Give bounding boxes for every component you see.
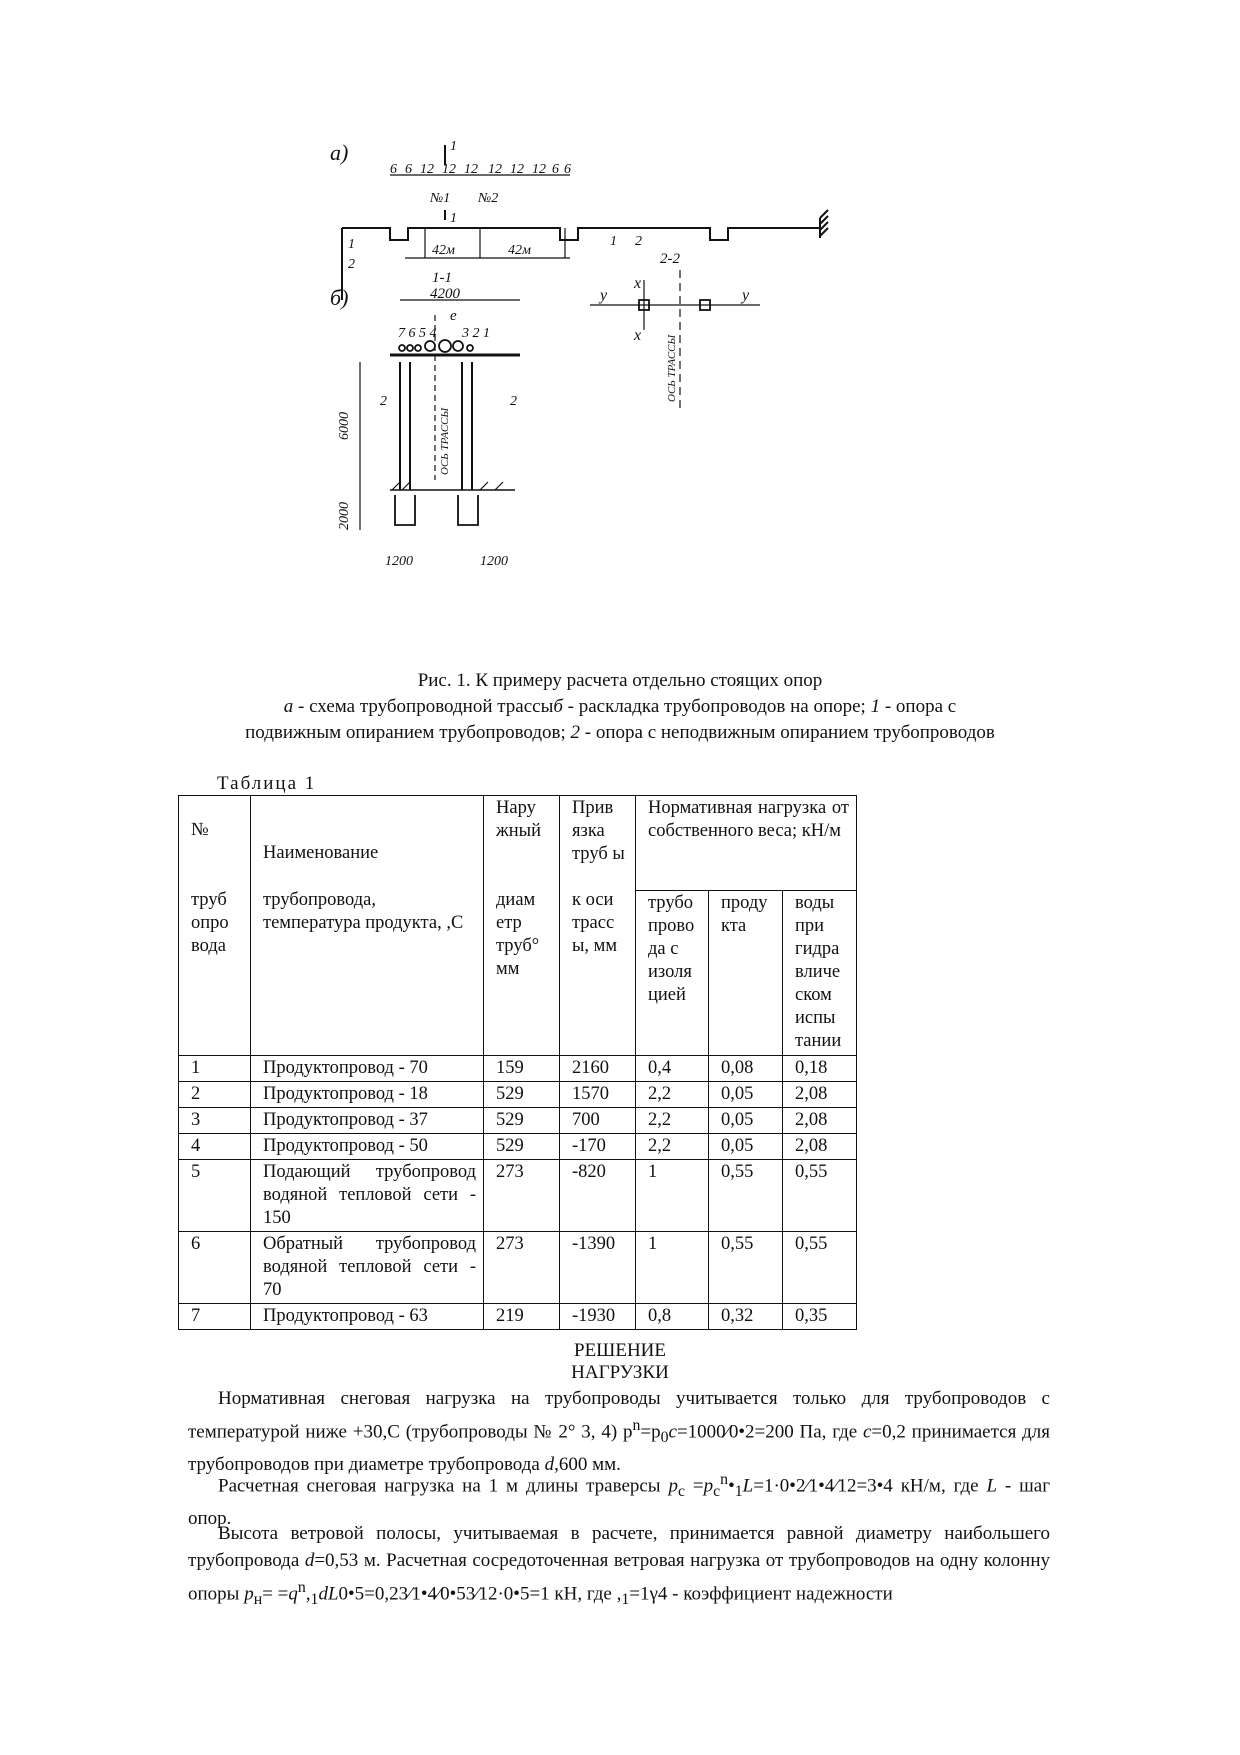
figure-caption-title: Рис. 1. К примеру расчета отдельно стоящих опор	[417, 670, 823, 691]
section-2-2-title: 2-2	[660, 251, 680, 267]
y-axis-left: y	[600, 287, 608, 304]
section-arrow-right: 2	[510, 394, 517, 409]
dim-label: 12	[488, 162, 502, 177]
cell-number: 3	[179, 1108, 251, 1134]
table-row	[179, 1304, 857, 1330]
cell-number: 4	[179, 1134, 251, 1160]
eccentricity-label: e	[450, 308, 457, 324]
cell-product-load: 0,32	[709, 1304, 783, 1330]
cell-product-load: 0,55	[709, 1160, 783, 1232]
cell-number: 1	[179, 1056, 251, 1082]
figure-caption-line2: а - схема трубопроводной трассыб - раскладка трубопроводов на опоре; 1 - опора с	[283, 696, 957, 717]
header-number: № труб опро вода	[179, 796, 251, 1056]
cell-water-load: 0,55	[783, 1232, 857, 1304]
dim-label: 6	[564, 162, 571, 177]
callout-2-label-right: 2	[635, 234, 642, 249]
table-title: Таблица 1	[217, 773, 317, 794]
cell-pipe-load: 1	[636, 1160, 709, 1232]
figure-drawing	[330, 140, 950, 640]
cell-diameter: 529	[484, 1082, 560, 1108]
panel-a-label: а)	[330, 140, 349, 165]
section-mark-top: 1	[450, 140, 457, 154]
table-row	[179, 1160, 857, 1232]
section-1-1-title: 1-1	[432, 270, 452, 286]
cell-water-load: 0,55	[783, 1160, 857, 1232]
cell-pipe-load: 2,2	[636, 1134, 709, 1160]
depth-dim-label: 2000	[337, 502, 352, 530]
cell-diameter: 219	[484, 1304, 560, 1330]
cell-offset: 700	[560, 1108, 636, 1134]
header-name: Наименование трубопровода, температура продукта, ,С	[251, 796, 484, 1056]
cell-water-load: 2,08	[783, 1108, 857, 1134]
width-dim-label: 4200	[430, 286, 460, 302]
cell-water-load: 2,08	[783, 1134, 857, 1160]
header-pipe-load: трубо прово да с изоля цией	[636, 891, 709, 1056]
route-axis-label: ОСЬ ТРАССЫ	[439, 407, 451, 475]
span-1-label: 42м	[432, 243, 455, 258]
cell-name: Продуктопровод - 70	[251, 1056, 484, 1082]
cell-diameter: 273	[484, 1232, 560, 1304]
table-row	[179, 1232, 857, 1304]
cell-product-load: 0,08	[709, 1056, 783, 1082]
header-load-group: Нормативная нагрузка от собственного веса; кН/м	[636, 796, 857, 891]
cell-water-load: 0,35	[783, 1304, 857, 1330]
cell-offset: -170	[560, 1134, 636, 1160]
paragraph-snow-load: Нормативная снеговая нагрузка на трубопроводы учитывается только для трубопроводов с температурой ниже +30,С (трубопроводы № 2° 3, 4) $p^n=p_0c=1000⁄0•2=200$ Па, где c=0,2 принимается для трубопроводов при диаметре трубопровода d,600 мм.	[188, 1388, 1050, 1476]
cell-pipe-load: 2,2	[636, 1108, 709, 1134]
section-mark-bottom: 1	[450, 211, 457, 226]
cell-name: Подающий трубопровод водяной тепловой сети - 150	[251, 1160, 484, 1232]
cell-product-load: 0,05	[709, 1108, 783, 1134]
cell-water-load: 0,18	[783, 1056, 857, 1082]
header-water-load: воды при гидра вличе ском испы тании	[783, 891, 857, 1056]
cell-pipe-load: 1	[636, 1232, 709, 1304]
dim-label: 6	[552, 162, 559, 177]
span-2-label: 42м	[508, 243, 531, 258]
foot-dim-1: 1200	[385, 554, 413, 569]
support-2-label: №2	[478, 191, 499, 206]
cell-offset: -1930	[560, 1304, 636, 1330]
cell-product-load: 0,55	[709, 1232, 783, 1304]
x-axis-top: x	[634, 275, 642, 292]
callout-1-label-right: 1	[610, 234, 617, 249]
table-row	[179, 1134, 857, 1160]
cell-water-load: 2,08	[783, 1082, 857, 1108]
cell-name: Продуктопровод - 37	[251, 1108, 484, 1134]
cell-name: Обратный трубопровод водяной тепловой сети - 70	[251, 1232, 484, 1304]
cell-name: Продуктопровод - 63	[251, 1304, 484, 1330]
dim-label: 6	[390, 162, 397, 177]
dim-label: 12	[532, 162, 546, 177]
cell-name: Продуктопровод - 18	[251, 1082, 484, 1108]
fixed-end-hatch	[820, 210, 828, 238]
cell-diameter: 529	[484, 1108, 560, 1134]
header-diameter: Нару жный диам етр труб° мм	[484, 796, 560, 1056]
cell-offset: -820	[560, 1160, 636, 1232]
cell-number: 2	[179, 1082, 251, 1108]
cell-diameter: 273	[484, 1160, 560, 1232]
cell-diameter: 529	[484, 1134, 560, 1160]
height-dim-label: 6000	[337, 412, 352, 440]
table-header-row	[179, 796, 857, 891]
table-row	[179, 1082, 857, 1108]
cell-product-load: 0,05	[709, 1134, 783, 1160]
paragraph-wind-load: Высота ветровой полосы, учитываемая в расчете, принимается равной диаметру наибольшего трубопровода d=0,53 м. Расчетная сосредоточенная ветровая нагрузка от трубопроводов на одну колонну опоры $p_н=$ $=q^n,_1dL0•5=0,23⁄1•4⁄0•53⁄12\cdot 0•5=1$ кН, где $,_1=1\gamma 4$ - коэффициент надежности	[188, 1523, 1050, 1609]
dim-label: 6	[405, 162, 412, 177]
pipeline-support-figure	[330, 140, 950, 640]
cell-pipe-load: 0,8	[636, 1304, 709, 1330]
table-row	[179, 1056, 857, 1082]
cell-offset: -1390	[560, 1232, 636, 1304]
route-main-line	[342, 228, 820, 240]
dim-label: 12	[510, 162, 524, 177]
cell-offset: 2160	[560, 1056, 636, 1082]
table-row	[179, 1108, 857, 1134]
header-offset: Прив язка труб ы к оси трасс ы, мм	[560, 796, 636, 1056]
section-arrow-left: 2	[380, 394, 387, 409]
cell-name: Продуктопровод - 50	[251, 1134, 484, 1160]
cell-offset: 1570	[560, 1082, 636, 1108]
panel-b-label: б)	[330, 285, 349, 310]
y-axis-right: y	[742, 287, 750, 304]
foot-dim-2: 1200	[480, 554, 508, 569]
cell-number: 6	[179, 1232, 251, 1304]
pipe-numbers-left: 7 6 5 4	[398, 326, 437, 341]
dim-label: 12	[464, 162, 478, 177]
cell-pipe-load: 0,4	[636, 1056, 709, 1082]
cell-product-load: 0,05	[709, 1082, 783, 1108]
dim-label: 12	[420, 162, 434, 177]
dim-label: 12	[442, 162, 456, 177]
x-axis-bottom: x	[634, 327, 642, 344]
paragraph-traverse-load: Расчетная снеговая нагрузка на 1 м длины траверсы $p_c$ $=p_c^n•_1L=1\cdot 0•2⁄1•4⁄12=3•4$ кН/м, где L - шаг опор.	[188, 1471, 1051, 1530]
header-product-load: проду кта	[709, 891, 783, 1056]
loads-heading: НАГРУЗКИ	[571, 1362, 669, 1383]
figure-caption-line3: подвижным опиранием трубопроводов; 2 - опора с неподвижным опиранием трубопроводов	[245, 722, 995, 743]
callout-1-label: 1	[348, 237, 355, 252]
cell-diameter: 159	[484, 1056, 560, 1082]
cell-pipe-load: 2,2	[636, 1082, 709, 1108]
cell-number: 7	[179, 1304, 251, 1330]
callout-2-label: 2	[348, 257, 355, 272]
solution-heading: РЕШЕНИЕ	[574, 1340, 666, 1361]
pipeline-table	[178, 795, 857, 1330]
support-1-label: №1	[430, 191, 451, 206]
cell-number: 5	[179, 1160, 251, 1232]
route-axis-label-2: ОСЬ ТРАССЫ	[666, 334, 678, 402]
pipe-numbers-right: 3 2 1	[462, 326, 490, 341]
